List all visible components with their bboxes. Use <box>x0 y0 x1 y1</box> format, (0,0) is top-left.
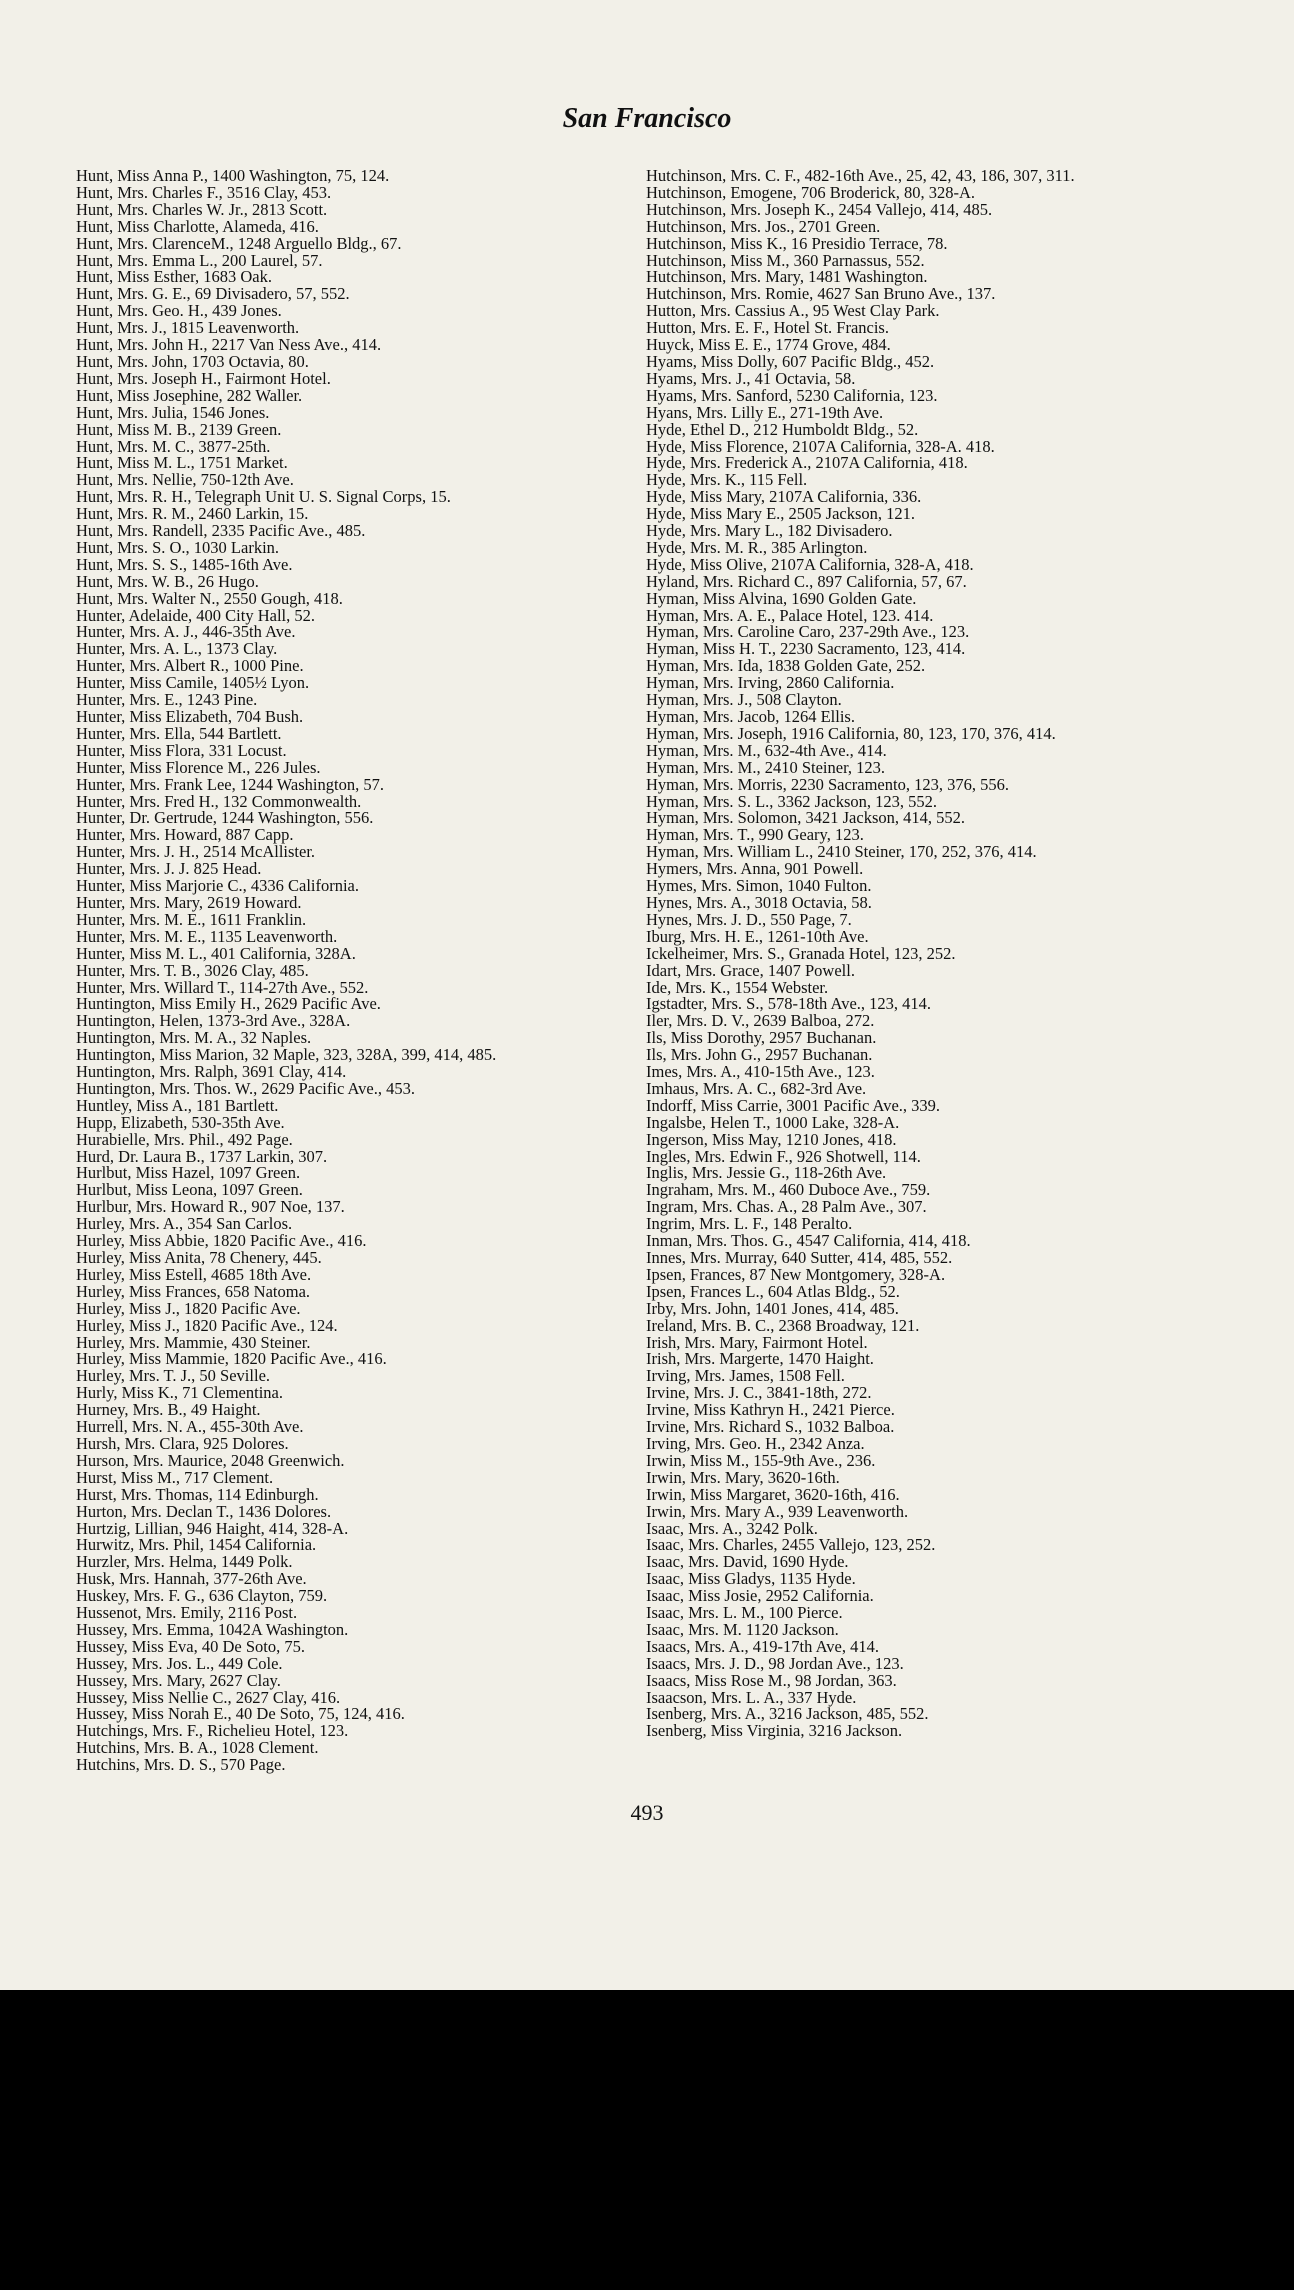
directory-entry: Isaac, Mrs. L. M., 100 Pierce. <box>646 1603 843 1623</box>
directory-entry: Hunt, Miss Josephine, 282 Waller. <box>76 385 303 405</box>
directory-entry: Hunter, Mrs. J. H., 2514 McAllister. <box>76 842 316 862</box>
directory-entry: Irby, Mrs. John, 1401 Jones, 414, 485. <box>646 1298 899 1318</box>
directory-entry: Inman, Mrs. Thos. G., 4547 California, 414, 418. <box>646 1231 971 1251</box>
directory-entry: Hutchinson, Mrs. C. F., 482-16th Ave., 25, 42, 43, 186, 307, 311. <box>646 166 1075 185</box>
directory-entry: Hyman, Mrs. T., 990 Geary, 123. <box>646 825 864 845</box>
directory-entry: Hunt, Mrs. G. E., 69 Divisadero, 57, 552. <box>76 284 350 304</box>
directory-entry: Hyman, Miss Alvina, 1690 Golden Gate. <box>646 588 917 608</box>
directory-entry: Imhaus, Mrs. A. C., 682-3rd Ave. <box>646 1078 867 1098</box>
directory-entry: Isaac, Mrs. Charles, 2455 Vallejo, 123, 252. <box>646 1535 936 1555</box>
directory-entry: Ingles, Mrs. Edwin F., 926 Shotwell, 114. <box>646 1146 921 1166</box>
directory-entry: Hunt, Mrs. John H., 2217 Van Ness Ave., 414. <box>76 335 382 355</box>
directory-entry: Hyde, Mrs. K., 115 Fell. <box>646 470 808 490</box>
directory-entry: Hyland, Mrs. Richard C., 897 California, 57, 67. <box>646 571 967 591</box>
directory-entry: Isaac, Mrs. A., 3242 Polk. <box>646 1518 818 1538</box>
directory-entry: Isaacson, Mrs. L. A., 337 Hyde. <box>646 1687 857 1707</box>
directory-entry: Hunt, Mrs. John, 1703 Octavia, 80. <box>76 351 309 371</box>
directory-entry: Hutchins, Mrs. B. A., 1028 Clement. <box>76 1738 319 1758</box>
directory-entry: Isenberg, Miss Virginia, 3216 Jackson. <box>646 1721 903 1741</box>
directory-entry: Hyde, Miss Florence, 2107A California, 328-A. 418. <box>646 436 995 456</box>
directory-entry: Hurley, Mrs. A., 354 San Carlos. <box>76 1214 293 1234</box>
directory-entry: Hurley, Miss Mammie, 1820 Pacific Ave., 416. <box>76 1349 387 1369</box>
directory-entry: Hyman, Mrs. Joseph, 1916 California, 80, 123, 170, 376, 414. <box>646 723 1056 743</box>
directory-entry: Hunt, Mrs. Emma L., 200 Laurel, 57. <box>76 250 323 270</box>
directory-entry: Hurley, Miss J., 1820 Pacific Ave., 124. <box>76 1315 338 1335</box>
directory-entry: Hyman, Mrs. M., 632-4th Ave., 414. <box>646 740 887 760</box>
directory-entry: Hyman, Mrs. Jacob, 1264 Ellis. <box>646 707 855 726</box>
directory-entry: Hyde, Mrs. M. R., 385 Arlington. <box>646 537 868 557</box>
directory-entry: Hurson, Mrs. Maurice, 2048 Greenwich. <box>76 1450 345 1470</box>
directory-entry: Hutchins, Mrs. D. S., 570 Page. <box>76 1755 286 1775</box>
directory-entry: Hutton, Mrs. Cassius A., 95 West Clay Park. <box>646 301 940 321</box>
directory-entry: Hutchinson, Miss K., 16 Presidio Terrace, 78. <box>646 233 948 253</box>
directory-entry: Hunt, Mrs. Walter N., 2550 Gough, 418. <box>76 588 343 608</box>
directory-entry: Hunt, Mrs. Nellie, 750-12th Ave. <box>76 470 294 490</box>
directory-entry: Hymes, Mrs. Simon, 1040 Fulton. <box>646 876 872 896</box>
directory-entry: Idart, Mrs. Grace, 1407 Powell. <box>646 960 855 980</box>
directory-entry: Hunt, Miss Charlotte, Alameda, 416. <box>76 216 319 236</box>
directory-entry: Hunter, Mrs. E., 1243 Pine. <box>76 690 258 710</box>
directory-entry: Hunter, Miss Elizabeth, 704 Bush. <box>76 707 304 726</box>
directory-entry: Hurley, Miss J., 1820 Pacific Ave. <box>76 1298 301 1318</box>
directory-entry: Hutchinson, Mrs. Joseph K., 2454 Vallejo, 414, 485. <box>646 199 993 219</box>
directory-entry: Hurlbut, Miss Hazel, 1097 Green. <box>76 1163 301 1183</box>
directory-entry: Hurrell, Mrs. N. A., 455-30th Ave. <box>76 1417 304 1437</box>
directory-entry: Hunt, Mrs. Charles F., 3516 Clay, 453. <box>76 182 332 202</box>
directory-entry: Huskey, Mrs. F. G., 636 Clayton, 759. <box>76 1586 328 1606</box>
directory-entry: Hunt, Miss Esther, 1683 Oak. <box>76 267 272 287</box>
directory-entry: Hunter, Miss Camile, 1405½ Lyon. <box>76 673 310 693</box>
directory-entry: Huntington, Helen, 1373-3rd Ave., 328A. <box>76 1011 351 1031</box>
directory-entry: Huntington, Mrs. Ralph, 3691 Clay, 414. <box>76 1062 347 1082</box>
directory-entry: Hunter, Mrs. J. J. 825 Head. <box>76 859 262 879</box>
directory-entry: Hyman, Mrs. Caroline Caro, 237-29th Ave., 123. <box>646 622 970 642</box>
directory-entry: Hunter, Dr. Gertrude, 1244 Washington, 556. <box>76 808 374 828</box>
directory-entry: Hutchings, Mrs. F., Richelieu Hotel, 123. <box>76 1721 349 1741</box>
directory-entry: Irvine, Mrs. J. C., 3841-18th, 272. <box>646 1383 872 1403</box>
directory-entry: Hunter, Mrs. A. J., 446-35th Ave. <box>76 622 296 642</box>
directory-entry: Hussey, Mrs. Jos. L., 449 Cole. <box>76 1653 283 1673</box>
directory-entry: Huntington, Miss Emily H., 2629 Pacific Ave. <box>76 994 381 1014</box>
directory-entry: Hutchinson, Emogene, 706 Broderick, 80, 328-A. <box>646 182 976 202</box>
directory-entry: Irvine, Miss Kathryn H., 2421 Pierce. <box>646 1400 895 1420</box>
directory-entry: Hunter, Mrs. Frank Lee, 1244 Washington, 57. <box>76 774 384 794</box>
directory-entry: Hunt, Mrs. W. B., 26 Hugo. <box>76 571 259 591</box>
directory-entry: Ingraham, Mrs. M., 460 Duboce Ave., 759. <box>646 1180 931 1200</box>
directory-entry: Ingram, Mrs. Chas. A., 28 Palm Ave., 307. <box>646 1197 927 1217</box>
directory-entry: Hurley, Mrs. Mammie, 430 Steiner. <box>76 1332 311 1352</box>
directory-entry: Isaac, Mrs. David, 1690 Hyde. <box>646 1552 849 1572</box>
directory-entry: Huyck, Miss E. E., 1774 Grove, 484. <box>646 335 891 355</box>
directory-entry: Ipsen, Frances L., 604 Atlas Bldg., 52. <box>646 1281 900 1301</box>
directory-entry: Indorff, Miss Carrie, 3001 Pacific Ave., 339. <box>646 1095 941 1115</box>
directory-entry: Ickelheimer, Mrs. S., Granada Hotel, 123, 252. <box>646 943 956 963</box>
directory-entry: Innes, Mrs. Murray, 640 Sutter, 414, 485, 552. <box>646 1248 953 1267</box>
directory-entry: Hunter, Miss Florence M., 226 Jules. <box>76 757 321 777</box>
right-column-entries <box>646 168 1184 1740</box>
directory-entry: Hutchinson, Mrs. Mary, 1481 Washington. <box>646 267 928 287</box>
directory-entry: Hyman, Mrs. J., 508 Clayton. <box>646 690 842 710</box>
directory-entry: Isaac, Mrs. M. 1120 Jackson. <box>646 1619 839 1639</box>
directory-entry: Ireland, Mrs. B. C., 2368 Broadway, 121. <box>646 1315 920 1335</box>
directory-entry: Iburg, Mrs. H. E., 1261-10th Ave. <box>646 926 869 946</box>
directory-entry: Hurley, Mrs. T. J., 50 Seville. <box>76 1366 271 1386</box>
directory-entry: Hunter, Adelaide, 400 City Hall, 52. <box>76 605 316 625</box>
directory-entry: Hunter, Mrs. M. E., 1135 Leavenworth. <box>76 926 338 946</box>
directory-entry: Hunter, Mrs. Ella, 544 Bartlett. <box>76 723 282 743</box>
directory-entry: Hussey, Mrs. Emma, 1042A Washington. <box>76 1619 349 1639</box>
directory-entry: Isaacs, Mrs. A., 419-17th Ave, 414. <box>646 1636 879 1656</box>
directory-entry: Iler, Mrs. D. V., 2639 Balboa, 272. <box>646 1011 875 1031</box>
directory-entry: Hyman, Mrs. Irving, 2860 California. <box>646 673 895 693</box>
directory-entry: Hunter, Mrs. T. B., 3026 Clay, 485. <box>76 960 309 980</box>
directory-entry: Hunt, Mrs. R. M., 2460 Larkin, 15. <box>76 504 309 524</box>
directory-entry: Hurd, Dr. Laura B., 1737 Larkin, 307. <box>76 1146 328 1166</box>
directory-entry: Hurwitz, Mrs. Phil, 1454 California. <box>76 1535 317 1555</box>
directory-entry: Isaacs, Mrs. J. D., 98 Jordan Ave., 123. <box>646 1653 904 1673</box>
directory-entry: Ipsen, Frances, 87 New Montgomery, 328-A. <box>646 1264 946 1284</box>
directory-entry: Imes, Mrs. A., 410-15th Ave., 123. <box>646 1062 875 1082</box>
directory-entry: Hurlbut, Miss Leona, 1097 Green. <box>76 1180 303 1200</box>
directory-entry: Hyman, Mrs. Solomon, 3421 Jackson, 414, 552. <box>646 808 965 828</box>
directory-entry: Hyams, Mrs. Sanford, 5230 California, 123. <box>646 385 938 405</box>
directory-entry: Irvine, Mrs. Richard S., 1032 Balboa. <box>646 1417 895 1437</box>
directory-entry: Hunt, Mrs. Charles W. Jr., 2813 Scott. <box>76 199 328 219</box>
directory-entry: Hurly, Miss K., 71 Clementina. <box>76 1383 283 1403</box>
directory-entry: Hunter, Mrs. Willard T., 114-27th Ave., 552. <box>76 977 369 997</box>
directory-entry: Hyde, Miss Olive, 2107A California, 328-A, 418. <box>646 554 974 574</box>
directory-entry: Hyans, Mrs. Lilly E., 271-19th Ave. <box>646 402 884 422</box>
directory-entry: Hunt, Mrs. R. H., Telegraph Unit U. S. Signal Corps, 15. <box>76 487 451 507</box>
directory-entry: Hunter, Mrs. M. E., 1611 Franklin. <box>76 909 307 929</box>
directory-entry: Hunter, Mrs. Mary, 2619 Howard. <box>76 892 302 912</box>
directory-entry: Isaac, Miss Gladys, 1135 Hyde. <box>646 1569 856 1589</box>
directory-entry: Hyman, Miss H. T., 2230 Sacramento, 123, 414. <box>646 639 966 659</box>
directory-entry: Isaacs, Miss Rose M., 98 Jordan, 363. <box>646 1670 897 1690</box>
directory-entry: Isenberg, Mrs. A., 3216 Jackson, 485, 552. <box>646 1704 929 1724</box>
directory-entry: Irving, Mrs. Geo. H., 2342 Anza. <box>646 1433 865 1453</box>
directory-entry: Ils, Mrs. John G., 2957 Buchanan. <box>646 1045 873 1065</box>
directory-entry: Hunt, Miss M. B., 2139 Green. <box>76 419 282 439</box>
page-header: San Francisco <box>562 103 732 134</box>
directory-entry: Hunt, Miss M. L., 1751 Market. <box>76 453 288 473</box>
directory-entry: Irwin, Mrs. Mary A., 939 Leavenworth. <box>646 1501 909 1521</box>
directory-entry: Irwin, Miss Margaret, 3620-16th, 416. <box>646 1484 900 1504</box>
directory-entry: Inglis, Mrs. Jessie G., 118-26th Ave. <box>646 1163 887 1183</box>
directory-entry: Hunter, Miss M. L., 401 California, 328A. <box>76 943 356 963</box>
directory-entry: Hyams, Mrs. J., 41 Octavia, 58. <box>646 368 856 388</box>
directory-entry: Hurton, Mrs. Declan T., 1436 Dolores. <box>76 1501 332 1521</box>
directory-entry: Hurney, Mrs. B., 49 Haight. <box>76 1400 261 1420</box>
directory-entry: Hussey, Miss Nellie C., 2627 Clay, 416. <box>76 1687 341 1707</box>
directory-entry: Hunter, Mrs. Albert R., 1000 Pine. <box>76 656 304 676</box>
directory-entry: Hunt, Mrs. Geo. H., 439 Jones. <box>76 301 282 321</box>
directory-entry: Hurley, Miss Abbie, 1820 Pacific Ave., 416. <box>76 1231 367 1251</box>
directory-entry: Hyde, Mrs. Mary L., 182 Divisadero. <box>646 521 893 541</box>
directory-entry: Hutton, Mrs. E. F., Hotel St. Francis. <box>646 318 889 338</box>
directory-entry: Hurst, Mrs. Thomas, 114 Edinburgh. <box>76 1484 319 1504</box>
directory-entry: Hyde, Ethel D., 212 Humboldt Bldg., 52. <box>646 419 919 439</box>
directory-entry: Hunter, Mrs. Howard, 887 Capp. <box>76 825 294 845</box>
directory-entry: Hurtzig, Lillian, 946 Haight, 414, 328-A. <box>76 1518 349 1538</box>
directory-entry: Hyams, Miss Dolly, 607 Pacific Bldg., 452. <box>646 351 935 371</box>
directory-entry: Ingerson, Miss May, 1210 Jones, 418. <box>646 1129 897 1149</box>
directory-entry: Hyman, Mrs. Morris, 2230 Sacramento, 123, 376, 556. <box>646 774 1009 794</box>
directory-entry: Hurst, Miss M., 717 Clement. <box>76 1467 274 1487</box>
directory-entry: Hussenot, Mrs. Emily, 2116 Post. <box>76 1603 298 1623</box>
directory-entry: Hyde, Miss Mary E., 2505 Jackson, 121. <box>646 504 916 524</box>
directory-entry: Hunt, Mrs. J., 1815 Leavenworth. <box>76 318 300 338</box>
directory-entry: Hussey, Mrs. Mary, 2627 Clay. <box>76 1670 281 1690</box>
directory-entry: Hurley, Miss Estell, 4685 18th Ave. <box>76 1264 312 1284</box>
directory-entry: Hunt, Mrs. Julia, 1546 Jones. <box>76 402 270 422</box>
page-number: 493 <box>630 1800 664 1825</box>
directory-entry: Irish, Mrs. Margerte, 1470 Haight. <box>646 1349 874 1369</box>
directory-entry: Hunt, Mrs. S. S., 1485-16th Ave. <box>76 554 293 574</box>
directory-entry: Ils, Miss Dorothy, 2957 Buchanan. <box>646 1028 877 1048</box>
directory-entry: Hussey, Miss Norah E., 40 De Soto, 75, 124, 416. <box>76 1704 405 1724</box>
directory-entry: Isaac, Miss Josie, 2952 California. <box>646 1586 874 1606</box>
directory-entry: Hurlbur, Mrs. Howard R., 907 Noe, 137. <box>76 1197 345 1217</box>
directory-entry: Irwin, Miss M., 155-9th Ave., 236. <box>646 1450 876 1470</box>
directory-entry: Hutchinson, Miss M., 360 Parnassus, 552. <box>646 250 925 270</box>
directory-entry: Hunt, Mrs. Joseph H., Fairmont Hotel. <box>76 368 331 388</box>
directory-entry: Huntington, Mrs. M. A., 32 Naples. <box>76 1028 312 1048</box>
directory-entry: Hunter, Mrs. A. L., 1373 Clay. <box>76 639 278 659</box>
directory-entry: Huntington, Miss Marion, 32 Maple, 323, 328A, 399, 414, 485. <box>76 1045 497 1065</box>
directory-entry: Hyman, Mrs. Ida, 1838 Golden Gate, 252. <box>646 656 926 676</box>
directory-entry: Hunt, Mrs. S. O., 1030 Larkin. <box>76 537 280 557</box>
directory-entry: Hyman, Mrs. William L., 2410 Steiner, 170, 252, 376, 414. <box>646 842 1037 862</box>
directory-entry: Hursh, Mrs. Clara, 925 Dolores. <box>76 1433 289 1453</box>
directory-entry: Hutchinson, Mrs. Jos., 2701 Green. <box>646 216 881 236</box>
directory-entry: Hymers, Mrs. Anna, 901 Powell. <box>646 859 864 879</box>
directory-entry: Hynes, Mrs. A., 3018 Octavia, 58. <box>646 892 872 912</box>
directory-entry: Husk, Mrs. Hannah, 377-26th Ave. <box>76 1569 307 1589</box>
directory-entry: Ide, Mrs. K., 1554 Webster. <box>646 977 829 997</box>
directory-entry: Hunt, Miss Anna P., 1400 Washington, 75, 124. <box>76 166 390 185</box>
directory-entry: Irving, Mrs. James, 1508 Fell. <box>646 1366 845 1386</box>
directory-entry: Hunt, Mrs. M. C., 3877-25th. <box>76 436 271 456</box>
directory-entry: Huntley, Miss A., 181 Bartlett. <box>76 1095 279 1115</box>
directory-entry: Hyde, Mrs. Frederick A., 2107A California, 418. <box>646 453 968 473</box>
directory-entry: Hunter, Miss Flora, 331 Locust. <box>76 740 287 760</box>
directory-entry: Hurzler, Mrs. Helma, 1449 Polk. <box>76 1552 293 1572</box>
directory-entry: Hutchinson, Mrs. Romie, 4627 San Bruno Ave., 137. <box>646 284 996 304</box>
directory-entry: Hyde, Miss Mary, 2107A California, 336. <box>646 487 922 507</box>
directory-entry: Hurley, Miss Anita, 78 Chenery, 445. <box>76 1248 322 1267</box>
directory-entry: Hupp, Elizabeth, 530-35th Ave. <box>76 1112 285 1132</box>
directory-entry: Hussey, Miss Eva, 40 De Soto, 75. <box>76 1636 306 1656</box>
directory-entry: Hurley, Miss Frances, 658 Natoma. <box>76 1281 311 1301</box>
left-column-entries <box>76 168 611 1774</box>
directory-entry: Ingalsbe, Helen T., 1000 Lake, 328-A. <box>646 1112 900 1132</box>
directory-entry: Hunt, Mrs. Randell, 2335 Pacific Ave., 485. <box>76 521 366 541</box>
directory-entry: Hunter, Miss Marjorie C., 4336 California. <box>76 876 360 896</box>
directory-entry: Hyman, Mrs. S. L., 3362 Jackson, 123, 552. <box>646 791 938 811</box>
directory-entry: Irish, Mrs. Mary, Fairmont Hotel. <box>646 1332 868 1352</box>
directory-entry: Hunt, Mrs. ClarenceM., 1248 Arguello Bldg., 67. <box>76 233 402 253</box>
directory-entry: Ingrim, Mrs. L. F., 148 Peralto. <box>646 1214 853 1234</box>
directory-entry: Hynes, Mrs. J. D., 550 Page, 7. <box>646 909 852 929</box>
directory-entry: Hurabielle, Mrs. Phil., 492 Page. <box>76 1129 293 1149</box>
directory-entry: Igstadter, Mrs. S., 578-18th Ave., 123, 414. <box>646 994 932 1014</box>
directory-entry: Hyman, Mrs. A. E., Palace Hotel, 123. 414. <box>646 605 934 625</box>
directory-entry: Hyman, Mrs. M., 2410 Steiner, 123. <box>646 757 886 777</box>
directory-entry: Irwin, Mrs. Mary, 3620-16th. <box>646 1467 840 1487</box>
directory-entry: Huntington, Mrs. Thos. W., 2629 Pacific Ave., 453. <box>76 1078 416 1098</box>
directory-entry: Hunter, Mrs. Fred H., 132 Commonwealth. <box>76 791 362 811</box>
